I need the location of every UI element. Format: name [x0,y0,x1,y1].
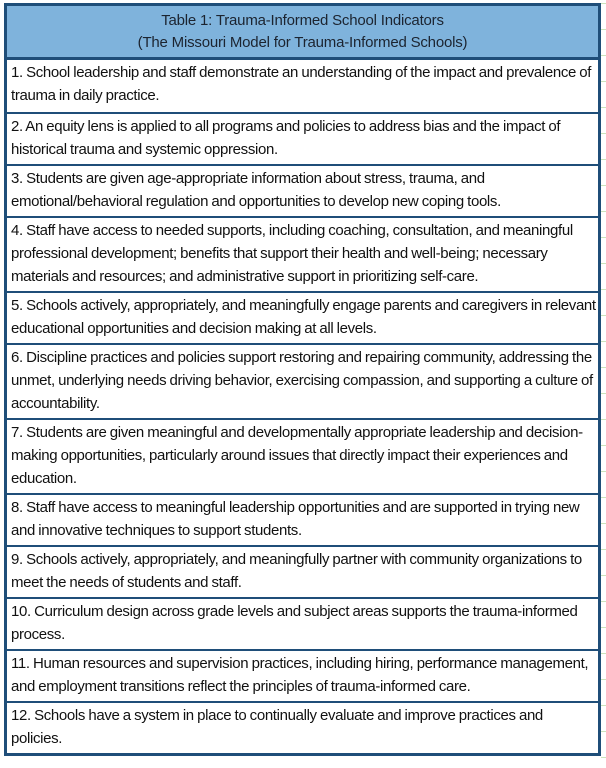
table-row: 12. Schools have a system in place to continually evaluate and improve practices and policies. [7,701,598,753]
table-header [7,6,598,60]
table-row: 8. Staff have access to meaningful leadership opportunities and are supported in trying new and innovative techniques to support students. [7,493,598,545]
table-row: 7. Students are given meaningful and developmentally appropriate leadership and decision-making opportunities, particularly around issues that directly impact their experiences and education. [7,418,598,493]
table-row: 3. Students are given age-appropriate information about stress, trauma, and emotional/behavioral regulation and opportunities to develop new coping tools. [7,164,598,216]
table-row: 1. School leadership and staff demonstrate an understanding of the impact and prevalence of trauma in daily practice. [11,64,592,104]
indicators-table [4,3,601,756]
table-row: 6. Discipline practices and policies support restoring and repairing community, addressing the unmet, underlying needs driving behavior, exercising compassion, and supporting a culture of accountability. [7,343,598,418]
table-subtitle: (The Missouri Model for Trauma-Informed Schools) [137,33,468,51]
table-row: 11. Human resources and supervision practices, including hiring, performance management, and employment transitions reflect the principles of trauma-informed care. [7,649,598,701]
table-row: 9. Schools actively, appropriately, and meaningfully partner with community organizations to meet the needs of students and staff. [7,545,598,597]
table-row: 5. Schools actively, appropriately, and meaningfully engage parents and caregivers in relevant educational opportunities and decision making at all levels. [7,291,598,343]
table-body [7,60,598,753]
table-row: 2. An equity lens is applied to all programs and policies to address bias and the impact of historical trauma and systemic oppression. [7,112,598,164]
spreadsheet-gridline-edge [601,3,606,763]
table-row: 4. Staff have access to needed supports, including coaching, consultation, and meaningful professional development; benefits that support their health and well-being; necessary materials and resources; and administrative support in prioritizing self-care. [7,216,598,291]
table-row: 10. Curriculum design across grade levels and subject areas supports the trauma-informed process. [7,597,598,649]
table-title: Table 1: Trauma-Informed School Indicators [161,11,444,29]
